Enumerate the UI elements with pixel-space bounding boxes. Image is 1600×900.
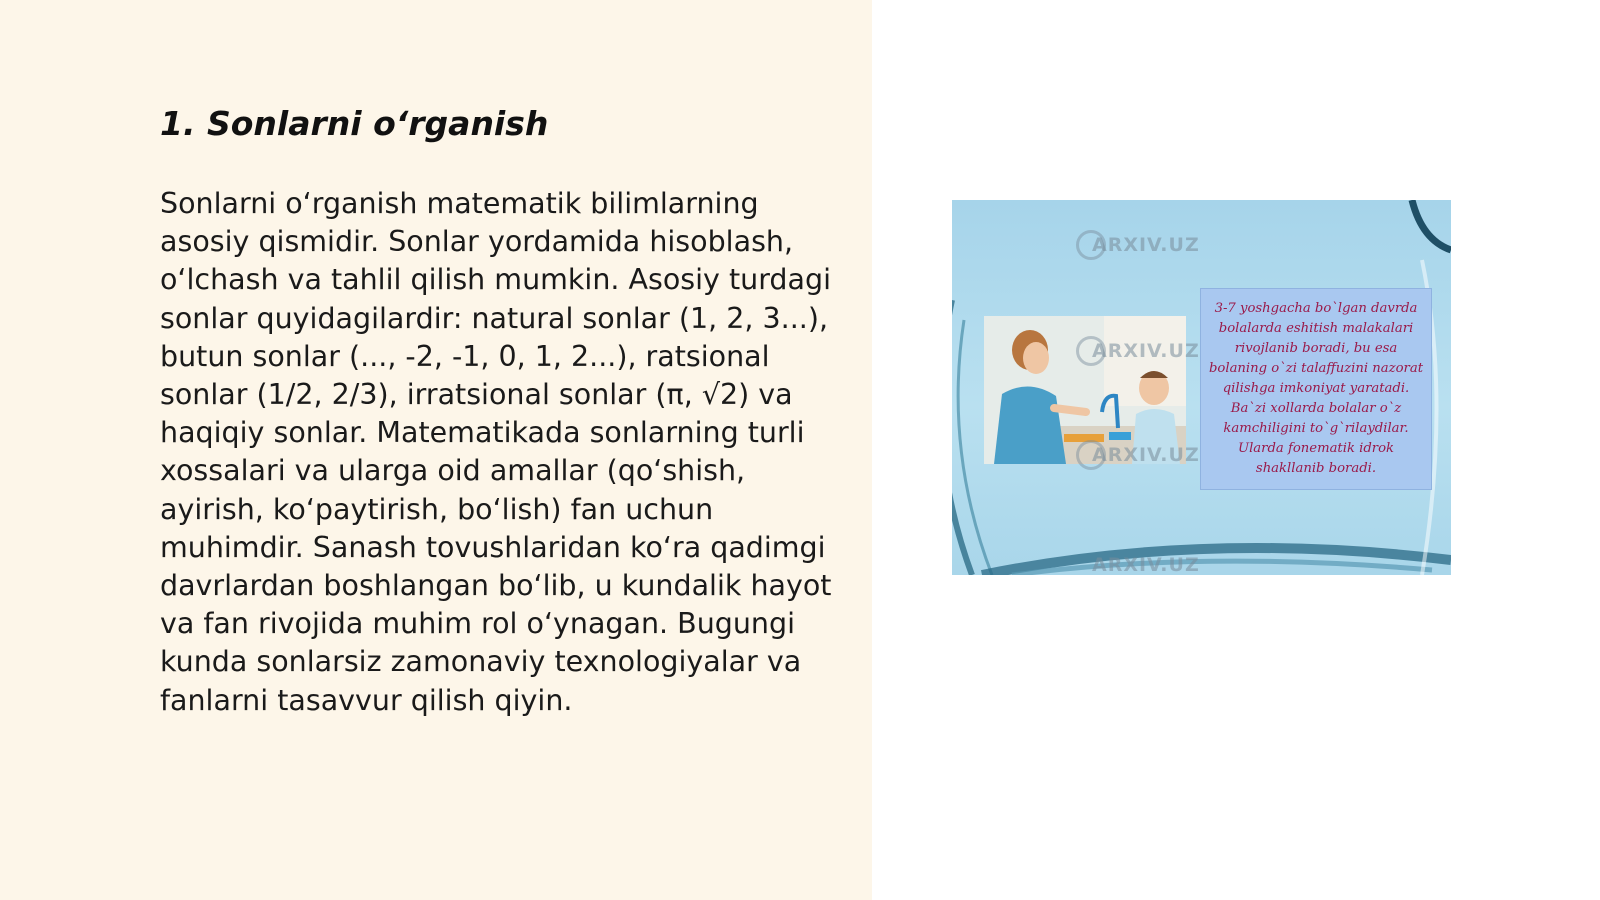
caption-text: 3-7 yoshgacha bo`lgan davrda bolalarda eshitish malakalari rivojlanib boradi, bu esa bolaning o`zi talaffuzini nazorat qilishga imkoniyat yaratadi. Ba`zi xollarda bolalar o`z kamchiligini to`g`rilaydilar. Ularda fonematik idrok shakllanib boradi.: [1208, 301, 1424, 476]
caption-box: [1200, 288, 1432, 490]
watermark-text: ARXIV.UZ: [1092, 554, 1200, 575]
watermark-text: ARXIV.UZ: [1092, 340, 1200, 362]
slide-title: 1. Sonlarni o‘rganish: [160, 104, 549, 143]
watermark-text: ARXIV.UZ: [1092, 234, 1200, 256]
watermark-text: ARXIV.UZ: [1092, 444, 1200, 466]
illustration-image: [952, 200, 1451, 575]
slide-body-text: Sonlarni o‘rganish matematik bilimlarning asosiy qismidir. Sonlar yordamida hisoblash, o‘lchash va tahlil qilish mumkin. Asosiy turdagi sonlar quyidagilardir: natural sonlar (1, 2, 3...), butun sonlar (..., -2, -1, 0, 1, 2...), ratsional sonlar (1/2, 2/3), irratsional sonlar (π, √2) va haqiqiy sonlar. Matematikada sonlarning turli xossalari va ularga oid amallar (qo‘shish, ayirish, ko‘paytirish, bo‘lish) fan uchun muhimdir. Sanash tovushlaridan ko‘ra qadimgi davrlardan boshlangan bo‘lib, u kundalik hayot va fan rivojida muhim rol o‘ynagan. Bugungi kunda sonlarsiz zamonaviy texnologiyalar va fanlarni tasavvur qilish qiyin.: [160, 187, 832, 717]
